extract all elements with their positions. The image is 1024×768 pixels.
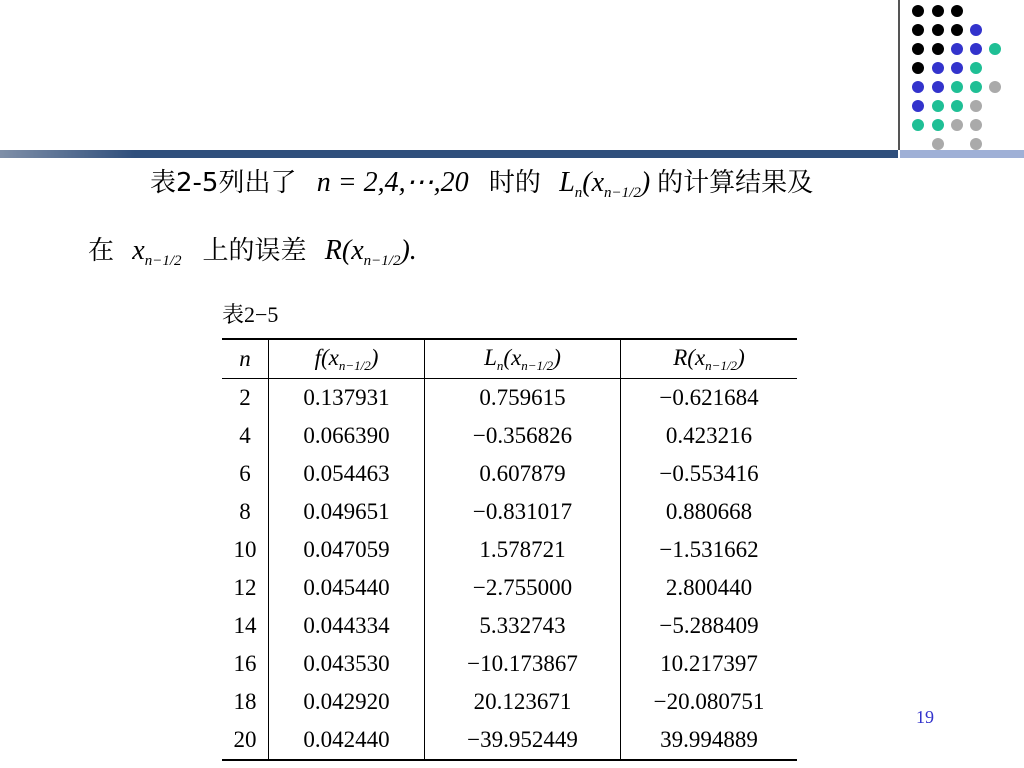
table-row (222, 493, 797, 531)
table-row (222, 683, 797, 721)
cell-f-value: 0.047059 (269, 531, 425, 569)
intro-prefix: 表2-5列出了 (150, 168, 297, 198)
intro-suffix: 的计算结果及 (657, 168, 814, 198)
cell-f-value: 0.043530 (269, 645, 425, 683)
cell-L-value: 0.759615 (425, 379, 621, 418)
dot-icon (951, 119, 963, 131)
table-row (222, 569, 797, 607)
header-rule (0, 150, 898, 158)
dot-icon (912, 81, 924, 93)
cell-f-value: 0.042440 (269, 721, 425, 760)
error-expression (324, 235, 417, 269)
dot-icon (912, 24, 924, 36)
table-header-row (222, 339, 797, 379)
dot-icon (951, 62, 963, 74)
x-node-expression (132, 235, 188, 269)
cell-n: 16 (222, 645, 269, 683)
cell-R-value: −1.531662 (659, 537, 759, 562)
cell-R-value: 0.880668 (665, 499, 753, 524)
L-close: ) (640, 167, 651, 198)
table-row (222, 379, 797, 418)
cell-n: 14 (222, 607, 269, 645)
L-symbol: L (559, 167, 575, 198)
line2-prefix: 在 (88, 236, 115, 266)
cell-L-value: −2.755000 (425, 569, 621, 607)
intro-line-2 (88, 230, 417, 270)
dot-icon (932, 62, 944, 74)
cell-R-value: 2.800440 (665, 575, 753, 600)
table-row (222, 721, 797, 760)
cell-n: 12 (222, 569, 269, 607)
dot-icon (989, 43, 1001, 55)
table-row (222, 607, 797, 645)
cell-L-value: −10.173867 (425, 645, 621, 683)
dot-icon (951, 100, 963, 112)
cell-f-value: 0.054463 (269, 455, 425, 493)
cell-f-value: 0.044334 (269, 607, 425, 645)
dot-icon (912, 5, 924, 17)
cell-f-value: 0.137931 (269, 379, 425, 418)
cell-R-value: 0.423216 (665, 423, 753, 448)
dot-icon (951, 24, 963, 36)
cell-L-value: 0.607879 (425, 455, 621, 493)
cell-n: 10 (222, 531, 269, 569)
cell-R-value: 10.217397 (660, 651, 758, 676)
table-row (222, 455, 797, 493)
dot-icon (932, 5, 944, 17)
lagrange-expression (559, 167, 657, 201)
dot-icon (970, 119, 982, 131)
cell-L-value: −0.831017 (425, 493, 621, 531)
header-rule-accent (900, 150, 1024, 158)
dot-icon (912, 119, 924, 131)
dot-icon (932, 43, 944, 55)
cell-R-value: −20.080751 (653, 689, 765, 714)
dot-icon (932, 138, 944, 150)
dot-icon (970, 138, 982, 150)
line2-mid: 上的误差 (202, 236, 307, 266)
dot-icon (989, 81, 1001, 93)
intro-line-1 (150, 162, 813, 202)
dot-icon (970, 62, 982, 74)
header-L: $L_n(x_{n-1/2})$ (425, 339, 621, 379)
cell-n: 20 (222, 721, 269, 760)
cell-f-value: 0.045440 (269, 569, 425, 607)
dot-icon (951, 43, 963, 55)
table-caption: 表2−5 (222, 302, 279, 327)
cell-R-value: 39.994889 (660, 727, 758, 752)
dot-icon (951, 5, 963, 17)
table-row (222, 417, 797, 455)
cell-R-value: −0.621684 (659, 385, 759, 410)
header-n: n (222, 339, 269, 379)
intro-mid: 时的 (488, 168, 541, 198)
cell-n: 8 (222, 493, 269, 531)
cell-R-value: −5.288409 (659, 613, 759, 638)
table-row (222, 645, 797, 683)
L-subscript: n (574, 185, 583, 201)
L-argument-subscript: n−1/2 (604, 185, 641, 201)
dot-icon (951, 81, 963, 93)
cell-L-value: 5.332743 (425, 607, 621, 645)
table-row (222, 531, 797, 569)
x-subscript: n−1/2 (144, 253, 182, 269)
cell-L-value: −39.952449 (425, 721, 621, 760)
R-symbol: R(x (324, 235, 364, 266)
results-table (222, 338, 797, 761)
dot-icon (970, 100, 982, 112)
cell-n: 4 (222, 417, 269, 455)
dot-icon (970, 24, 982, 36)
cell-L-value: 20.123671 (425, 683, 621, 721)
cell-R-value: −0.553416 (659, 461, 759, 486)
R-close: ). (400, 235, 417, 266)
dot-icon (970, 81, 982, 93)
header-f: $f(x_{n-1/2})$ (269, 339, 425, 379)
cell-f-value: 0.049651 (269, 493, 425, 531)
R-subscript: n−1/2 (363, 253, 401, 269)
n-range-formula: n = 2,4,⋯,20 (316, 167, 469, 198)
cell-f-value: 0.066390 (269, 417, 425, 455)
cell-L-value: 1.578721 (425, 531, 621, 569)
cell-L-value: −0.356826 (425, 417, 621, 455)
dot-icon (932, 81, 944, 93)
cell-f-value: 0.042920 (269, 683, 425, 721)
L-argument: (x (582, 167, 605, 198)
cell-n: 6 (222, 455, 269, 493)
dot-icon (932, 100, 944, 112)
dot-icon (912, 43, 924, 55)
page-number: 19 (916, 707, 934, 727)
dot-icon (932, 24, 944, 36)
dot-grid-decoration (0, 0, 1024, 160)
dot-icon (912, 62, 924, 74)
dot-icon (912, 100, 924, 112)
cell-n: 18 (222, 683, 269, 721)
header-vertical-divider (898, 0, 900, 150)
x-symbol: x (132, 235, 145, 266)
dot-icon (932, 119, 944, 131)
dot-icon (970, 43, 982, 55)
cell-n: 2 (222, 379, 269, 418)
header-R: $R(x_{n-1/2})$ (673, 344, 745, 373)
